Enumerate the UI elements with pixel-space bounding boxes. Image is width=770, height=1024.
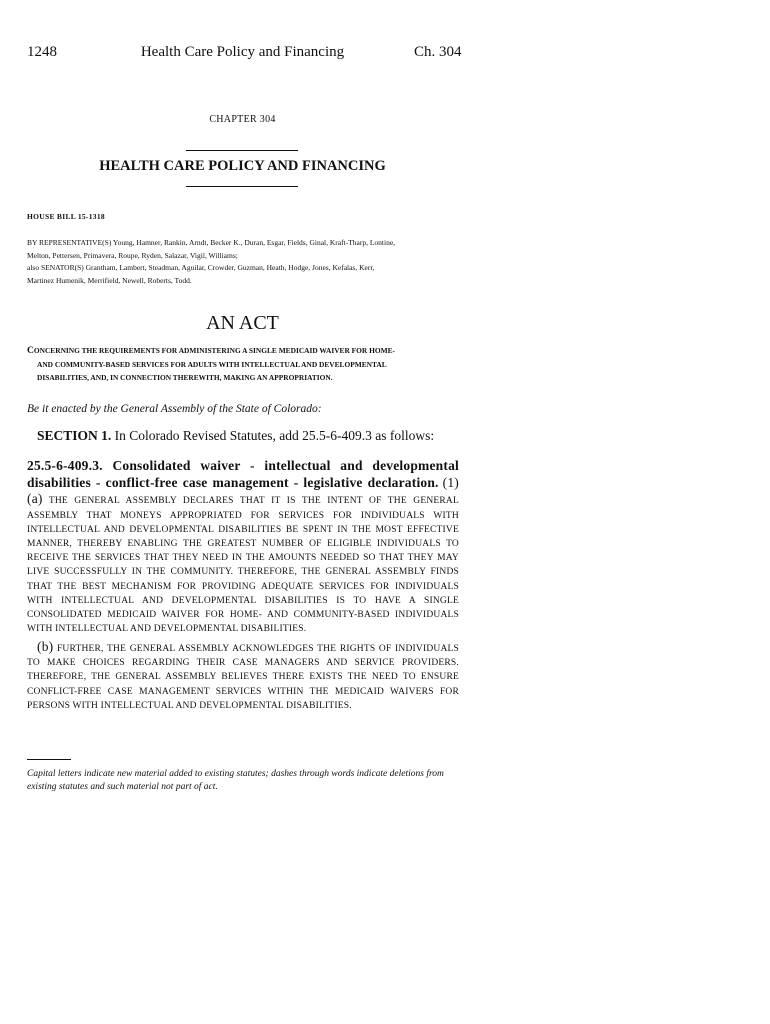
chapter-label: CHAPTER 304: [209, 114, 276, 125]
title-rule-bottom: [186, 186, 298, 187]
chapter-title: HEALTH CARE POLICY AND FINANCING: [99, 158, 386, 174]
concerning-line: DISABILITIES, AND, IN CONNECTION THEREWITH, MAKING AN APPROPRIATION.: [37, 373, 333, 383]
footnote: Capital letters indicate new material added to existing statutes; dashes through words indicate deletions from existing statutes and such material not part of act.: [27, 769, 444, 792]
chapter-ref: Ch. 304: [414, 44, 462, 60]
concerning-line: AND COMMUNITY-BASED SERVICES FOR ADULTS WITH INTELLECTUAL AND DEVELOPMENTAL: [37, 360, 387, 370]
concerning-initial: C: [27, 346, 34, 356]
paragraph-a-text: THE GENERAL ASSEMBLY DECLARES THAT IT IS THE INTENT OF THE GENERAL ASSEMBLY THAT MONEYS APPROPRIATED FOR SERVICES FOR INDIVIDUALS WITH INTELLECTUAL AND DEVELOPMENTAL DISABILITIES BE SPENT IN THE MOST EFFECTIVE MANNER, THEREBY ENABLING THE GREATEST NUMBER OF ELIGIBLE INDIVIDUALS TO RECEIVE THE SERVICES THAT THEY NEED IN THE AMOUNTS NEEDED SO THAT THEY MAY LIVE SUCCESSFULLY IN THE COMMUNITY. THEREFORE, THE GENERAL ASSEMBLY FINDS THAT THE BEST MECHANISM FOR PROVIDING ADEQUATE SERVICES FOR INDIVIDUALS WITH INTELLECTUAL AND DEVELOPMENTAL DISABILITIES IS TO HAVE A SINGLE CONSOLIDATED MEDICAID WAIVER FOR HOME- AND COMMUNITY-BASED INDIVIDUALS WITH INTELLECTUAL AND DEVELOPMENTAL DISABILITIES.: [27, 496, 459, 635]
paragraph-b-text: FURTHER, THE GENERAL ASSEMBLY ACKNOWLEDGES THE RIGHTS OF INDIVIDUALS TO MAKE CHOICES REGARDING THEIR CASE MANAGERS AND SERVICE PROVIDERS. THEREFORE, THE GENERAL ASSEMBLY BELIEVES THERE EXISTS THE NEED TO ENSURE CONFLICT-FREE CASE MANAGEMENT SERVICES WITHIN THE MEDICAID WAIVERS FOR PERSONS WITH INTELLECTUAL AND DEVELOPMENTAL DISABILITIES.: [27, 644, 459, 711]
statute-paragraph-b: [27, 640, 459, 713]
page-number: 1248: [27, 44, 57, 60]
sponsors-list: [27, 237, 467, 287]
footnote-rule: [27, 759, 71, 760]
section-text: In Colorado Revised Statutes, add 25.5-6-409.3 as follows:: [114, 428, 435, 443]
statute-heading: 25.5-6-409.3. Consolidated waiver - intellectual and developmental disabilities - conflict-free case management - legislative declaration.: [27, 458, 459, 491]
paragraph-b-label: (b): [37, 639, 54, 654]
statute-paragraph-a: [27, 458, 459, 636]
bill-number: HOUSE BILL 15-1318: [27, 212, 105, 221]
enacting-clause: Be it enacted by the General Assembly of the State of Colorado:: [27, 403, 322, 415]
section-label: SECTION 1.: [37, 428, 112, 443]
concerning-line: ONCERNING THE REQUIREMENTS FOR ADMINISTERING A SINGLE MEDICAID WAIVER FOR HOME-: [33, 346, 395, 355]
title-rule-top: [186, 150, 298, 151]
act-title: AN ACT: [206, 312, 279, 334]
running-title: Health Care Policy and Financing: [140, 44, 345, 60]
sponsors-line: BY REPRESENTATIVE(S) Young, Hamner, Rankin, Arndt, Becker K., Duran, Esgar, Fields, Ginal, Kraft-Tharp, Lontine,: [27, 238, 396, 247]
act-concerning: [27, 344, 459, 385]
section-1: [37, 428, 434, 444]
sponsors-line: Melton, Pettersen, Primavera, Roupe, Ryden, Salazar, Vigil, Williams;: [27, 250, 238, 260]
subsection-label: (1) (a): [27, 475, 459, 507]
sponsors-line: also SENATOR(S) Grantham, Lambert, Steadman, Aguilar, Crowder, Guzman, Heath, Hodge, Jones, Kefalas, Kerr,: [27, 263, 375, 272]
sponsors-line: Martinez Humenik, Merrifield, Newell, Roberts, Todd.: [27, 275, 192, 285]
